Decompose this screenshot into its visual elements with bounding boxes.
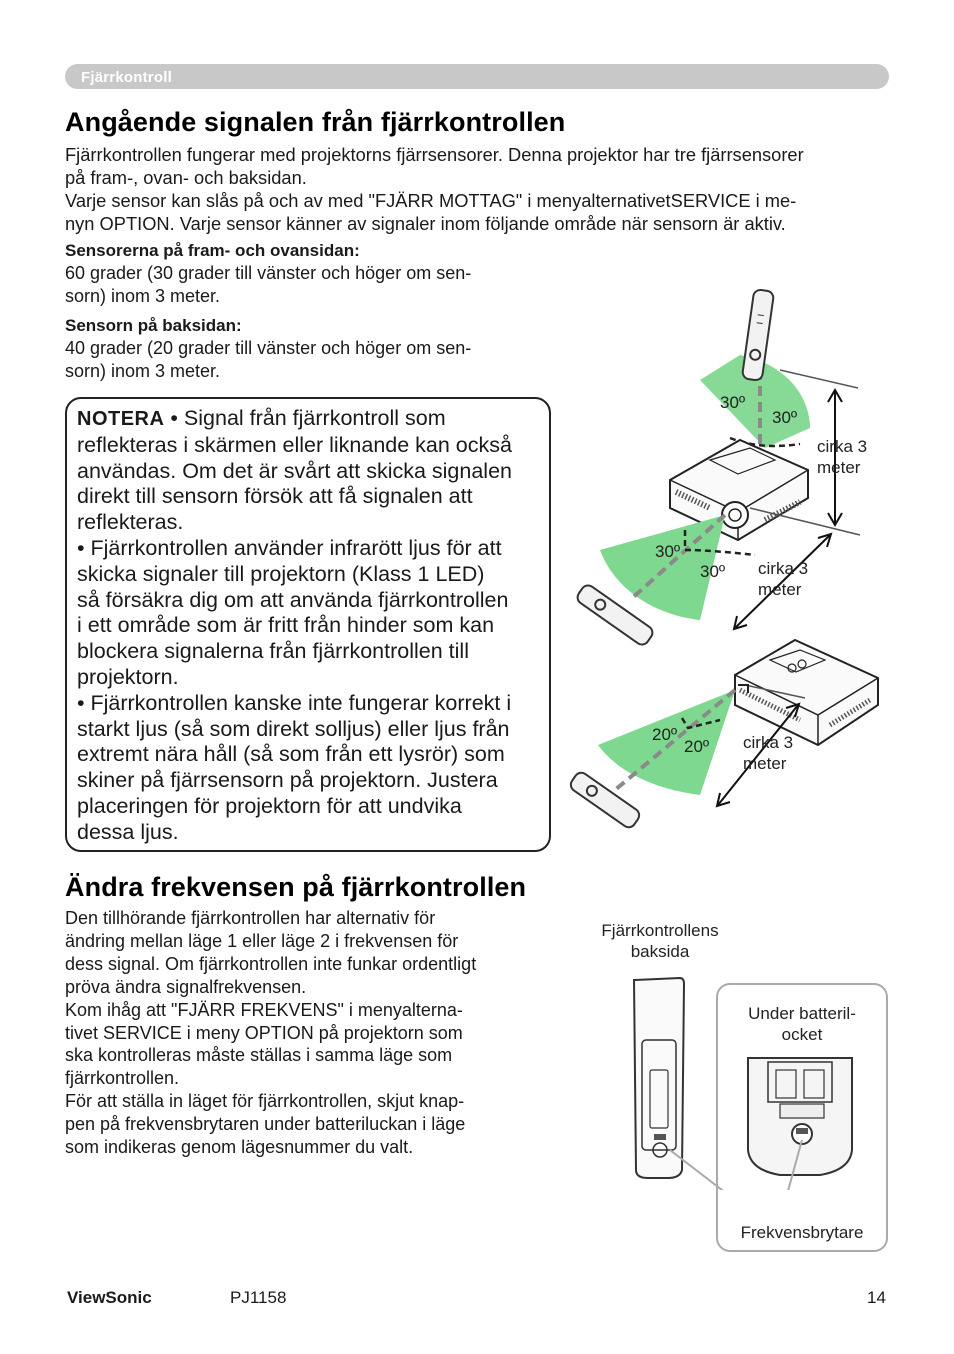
frequency-line: tivet SERVICE i meny OPTION på projektorn som	[65, 1022, 463, 1043]
frequency-line: som indikeras genom lägesnummer du valt.	[65, 1137, 414, 1158]
frequency-line: ändring mellan läge 1 eller läge 2 i frekvensen för	[65, 930, 459, 951]
section-header-label: Fjärrkontroll	[81, 69, 172, 86]
note-line: så försäkra dig om att använda fjärrkontrollen	[77, 587, 509, 612]
cover-label-line: ocket	[781, 1025, 823, 1044]
note-line: placeringen för projektorn för att undvika	[77, 793, 462, 818]
front-distance-line1: cirka 3	[758, 559, 809, 578]
frequency-line: pröva ändra signalfrekvensen.	[65, 976, 307, 997]
footer-page-number: 14	[867, 1288, 886, 1307]
note-line: • Fjärrkontrollen använder infrarött ljus för att	[77, 535, 502, 560]
back-distance-line2: meter	[743, 754, 787, 773]
back-line: sorn) inom 3 meter.	[65, 361, 221, 381]
frequency-line: Den tillhörande fjärrkontrollen har alternativ för	[65, 908, 436, 928]
front-top-line: 60 grader (30 grader till vänster och höger om sen-	[65, 263, 472, 283]
frequency-line: dess signal. Om fjärrkontrollen inte funkar ordentligt	[65, 953, 477, 974]
remote-back-figure	[620, 970, 890, 1190]
note-line: dessa ljus.	[77, 819, 179, 844]
frequency-line: pen på frekvensbrytaren under batteriluckan i läge	[65, 1114, 466, 1135]
note-line: reflekteras i skärmen eller liknande kan också	[77, 432, 512, 457]
note-line: användas. Om det är svårt att skicka signalen	[77, 458, 512, 483]
note-line: reflekteras.	[77, 510, 184, 535]
front-top-text	[65, 262, 471, 308]
remote-back-icon	[634, 978, 684, 1178]
section-title: Angående signalen från fjärrkontrollen	[65, 107, 566, 137]
note-line: projektorn.	[77, 664, 179, 689]
top-angle-left: 30º	[720, 393, 746, 412]
top-distance-line2: meter	[817, 458, 861, 477]
note-line: starkt ljus (så som direkt solljus) eller ljus från	[77, 716, 510, 741]
battery-compartment-icon	[748, 1058, 852, 1175]
top-angle-right: 30º	[772, 408, 798, 427]
note-box	[65, 397, 551, 852]
front-angle-left: 30º	[655, 542, 681, 561]
front-angle-right: 30º	[700, 562, 726, 581]
intro-line: nyn OPTION. Varje sensor känner av signaler inom följande område när sensorn är aktiv.	[65, 213, 786, 234]
note-line: • Fjärrkontrollen kanske inte fungerar korrekt i	[77, 690, 512, 715]
back-angle-left: 20º	[652, 725, 678, 744]
frequency-line: ska kontrolleras måste ställas i samma läge som	[65, 1045, 453, 1066]
switch-label: Frekvensbrytare	[740, 1223, 864, 1242]
frequency-paragraph	[65, 907, 476, 1159]
note-line: skiner på fjärrsensorn på projektorn. Justera	[77, 768, 498, 793]
note-text	[77, 406, 512, 846]
back-text	[65, 337, 471, 383]
intro-paragraph	[65, 143, 804, 235]
back-line: 40 grader (20 grader till vänster och höger om sen-	[65, 338, 472, 358]
front-top-heading: Sensorerna på fram- och ovansidan:	[65, 241, 360, 260]
section-header-bar	[65, 64, 889, 89]
footer-model: PJ1158	[230, 1288, 287, 1307]
back-angle-right: 20º	[684, 737, 710, 756]
front-sensor-group	[575, 515, 831, 647]
intro-line: på fram-, ovan- och baksidan.	[65, 167, 307, 188]
intro-line: Varje sensor kan slås på och av med "FJÄRR MOTTAG" i menyalternativetSERVICE i me-	[65, 190, 797, 211]
sensor-range-diagram	[560, 280, 900, 840]
frequency-line: För att ställa in läget för fjärrkontrollen, skjut knap-	[65, 1091, 465, 1112]
frequency-line: fjärrkontrollen.	[65, 1068, 180, 1089]
back-distance-line1: cirka 3	[743, 733, 794, 752]
note-line: blockera signalerna från fjärrkontrollen till	[77, 639, 469, 664]
note-line: direkt till sensorn försök att få signalen att	[77, 484, 473, 509]
front-distance-line2: meter	[758, 580, 802, 599]
section-title-frequency: Ändra frekvensen på fjärrkontrollen	[65, 872, 527, 902]
projector-back-icon	[735, 640, 878, 745]
note-first-line: • Signal från fjärrkontroll som	[164, 406, 446, 430]
remote-back-label-line: baksida	[630, 942, 690, 961]
remote-back-label	[590, 920, 730, 962]
note-line: i ett område som är fritt från hinder som kan	[77, 613, 495, 638]
top-distance-line1: cirka 3	[817, 437, 868, 456]
frequency-switch-icon	[796, 1128, 808, 1134]
frequency-line: Kom ihåg att "FJÄRR FREKVENS" i menyalterna-	[65, 999, 463, 1020]
footer-brand: ViewSonic	[67, 1288, 152, 1307]
remote-back-label-line: Fjärrkontrollens	[601, 921, 719, 940]
note-line: skicka signaler till projektorn (Klass 1 LED)	[77, 561, 485, 586]
note-line: extremt nära håll (så som från ett lysrör) som	[77, 742, 505, 767]
intro-line: Fjärrkontrollen fungerar med projektorns fjärrsensorer. Denna projektor har tre fjärrsensorer	[65, 144, 804, 165]
cover-label-line: Under batteril-	[748, 1004, 856, 1023]
front-top-line: sorn) inom 3 meter.	[65, 286, 221, 306]
back-heading: Sensorn på baksidan:	[65, 316, 242, 335]
note-label: NOTERA	[77, 408, 165, 430]
